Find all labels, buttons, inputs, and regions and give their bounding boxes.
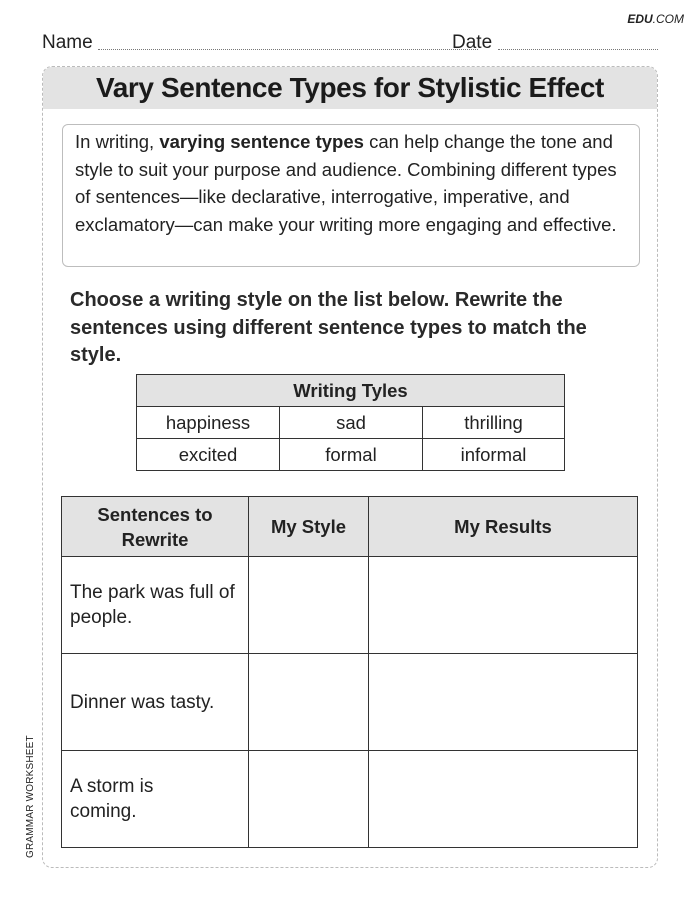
style-option: happiness: [137, 407, 280, 439]
sentence-cell-text: A storm is coming.: [70, 776, 154, 822]
my-results-cell[interactable]: [369, 751, 638, 848]
style-option: sad: [280, 407, 423, 439]
style-option: informal: [423, 439, 565, 471]
rewrite-table: [61, 496, 638, 848]
my-style-cell[interactable]: [249, 751, 369, 848]
side-label: GRAMMAR WORKSHEET: [25, 735, 36, 858]
my-style-cell[interactable]: [249, 557, 369, 654]
my-results-cell[interactable]: [369, 557, 638, 654]
name-line[interactable]: [98, 49, 478, 50]
name-date-row: [42, 32, 658, 54]
intro-text-start: In writing,: [75, 131, 160, 152]
my-results-cell[interactable]: [369, 654, 638, 751]
intro-box: [62, 124, 640, 267]
column-header-sentences: [62, 497, 249, 557]
sentence-cell: Dinner was tasty.: [62, 654, 249, 751]
intro-text-end: can help change the tone and style to suit your purpose and audience. Combining different types of sentences—like declarative, interrogative, imperative, and exclamatory—can make your writing more engaging and effective.: [75, 131, 617, 235]
style-option: thrilling: [423, 407, 565, 439]
style-option: excited: [137, 439, 280, 471]
date-line[interactable]: [498, 49, 658, 50]
date-label: Date: [452, 32, 493, 53]
brand-logo: [627, 12, 684, 26]
worksheet-title: Vary Sentence Types for Stylistic Effect: [43, 67, 657, 109]
column-header-my-results: My Results: [369, 497, 638, 557]
table-row: [137, 439, 565, 471]
brand-logo-bold: EDU: [627, 12, 653, 26]
sentence-cell: The park was full of people.: [62, 557, 249, 654]
table-row: [62, 654, 638, 751]
intro-text-bold: varying sentence types: [159, 131, 364, 152]
sentence-cell: [62, 751, 249, 848]
table-row: [62, 557, 638, 654]
name-label: Name: [42, 32, 93, 53]
style-option: formal: [280, 439, 423, 471]
table-row: [137, 407, 565, 439]
column-header-sentences-text: Sentences to Rewrite: [97, 503, 213, 550]
my-style-cell[interactable]: [249, 654, 369, 751]
table-row: [62, 751, 638, 848]
writing-styles-table: [136, 374, 565, 471]
brand-logo-suffix: .COM: [652, 12, 684, 26]
styles-table-header: Writing Tyles: [137, 375, 565, 407]
column-header-my-style: My Style: [249, 497, 369, 557]
instructions: Choose a writing style on the list below. Rewrite the sentences using different sentence types to match the style.: [70, 289, 587, 366]
